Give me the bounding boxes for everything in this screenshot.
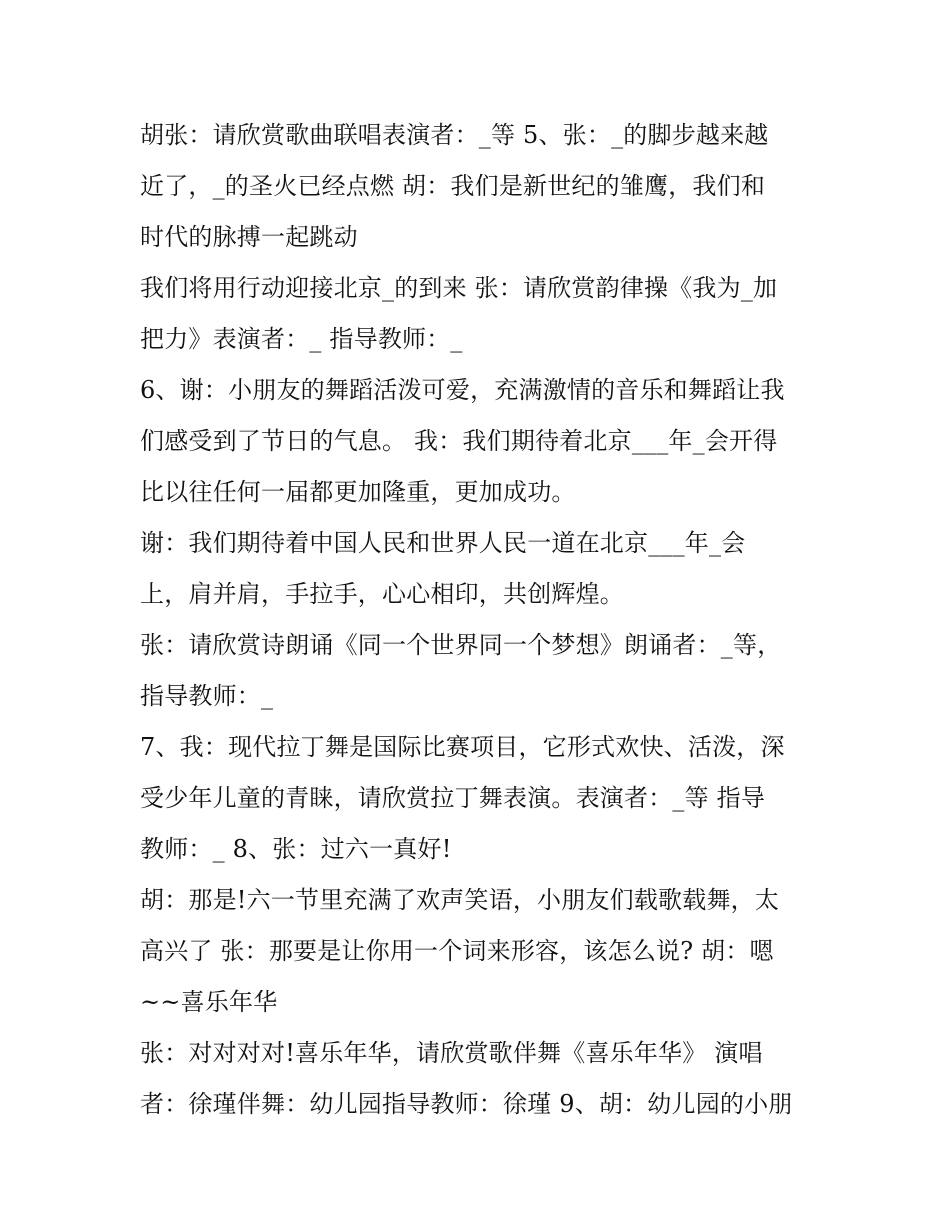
text-line: 胡张：请欣赏歌曲联唱表演者：_等 5、张：_的脚步越来越 <box>140 121 769 149</box>
text-line: 者：徐瑾伴舞：幼儿园指导教师：徐瑾 9、胡：幼儿园的小朋 <box>140 1090 793 1118</box>
text-line: 近了，_的圣火已经点燃 胡：我们是新世纪的雏鹰，我们和 <box>140 172 766 200</box>
text-line: 高兴了 张：那要是让你用一个词来形容，该怎么说? 胡：嗯 <box>140 937 774 965</box>
text-line: 比以往任何一届都更加隆重，更加成功。 <box>140 478 576 506</box>
text-line: ~~喜乐年华 <box>140 988 278 1016</box>
document-body <box>140 110 820 1130</box>
text-line: 胡：那是!六一节里充满了欢声笑语，小朋友们载歌载舞，太 <box>140 886 780 914</box>
text-line: 谢：我们期待着中国人民和世界人民一道在北京___年_会 <box>140 529 746 557</box>
text-line: 我们将用行动迎接北京_的到来 张：请欣赏韵律操《我为_加 <box>140 274 778 302</box>
text-line: 教师：_ 8、张：过六一真好! <box>140 835 452 863</box>
text-line: 张：对对对对!喜乐年华，请欣赏歌伴舞《喜乐年华》 演唱 <box>140 1039 763 1067</box>
text-line: 6、谢：小朋友的舞蹈活泼可爱，充满激情的音乐和舞蹈让我 <box>140 376 785 404</box>
text-line: 受少年儿童的青睐，请欣赏拉丁舞表演。表演者：_等 指导 <box>140 784 766 812</box>
text-line: 们感受到了节日的气息。 我：我们期待着北京___年_会开得 <box>140 427 778 455</box>
text-line: 时代的脉搏一起跳动 <box>140 223 358 251</box>
text-line: 张：请欣赏诗朗诵《同一个世界同一个梦想》朗诵者：_等， <box>140 631 782 659</box>
text-line: 7、我：现代拉丁舞是国际比赛项目，它形式欢快、活泼，深 <box>140 733 785 761</box>
text-line: 上，肩并肩，手拉手，心心相印，共创辉煌。 <box>140 580 624 608</box>
text-line: 指导教师：_ <box>140 682 274 710</box>
text-line: 把力》表演者：_ 指导教师：_ <box>140 325 463 353</box>
